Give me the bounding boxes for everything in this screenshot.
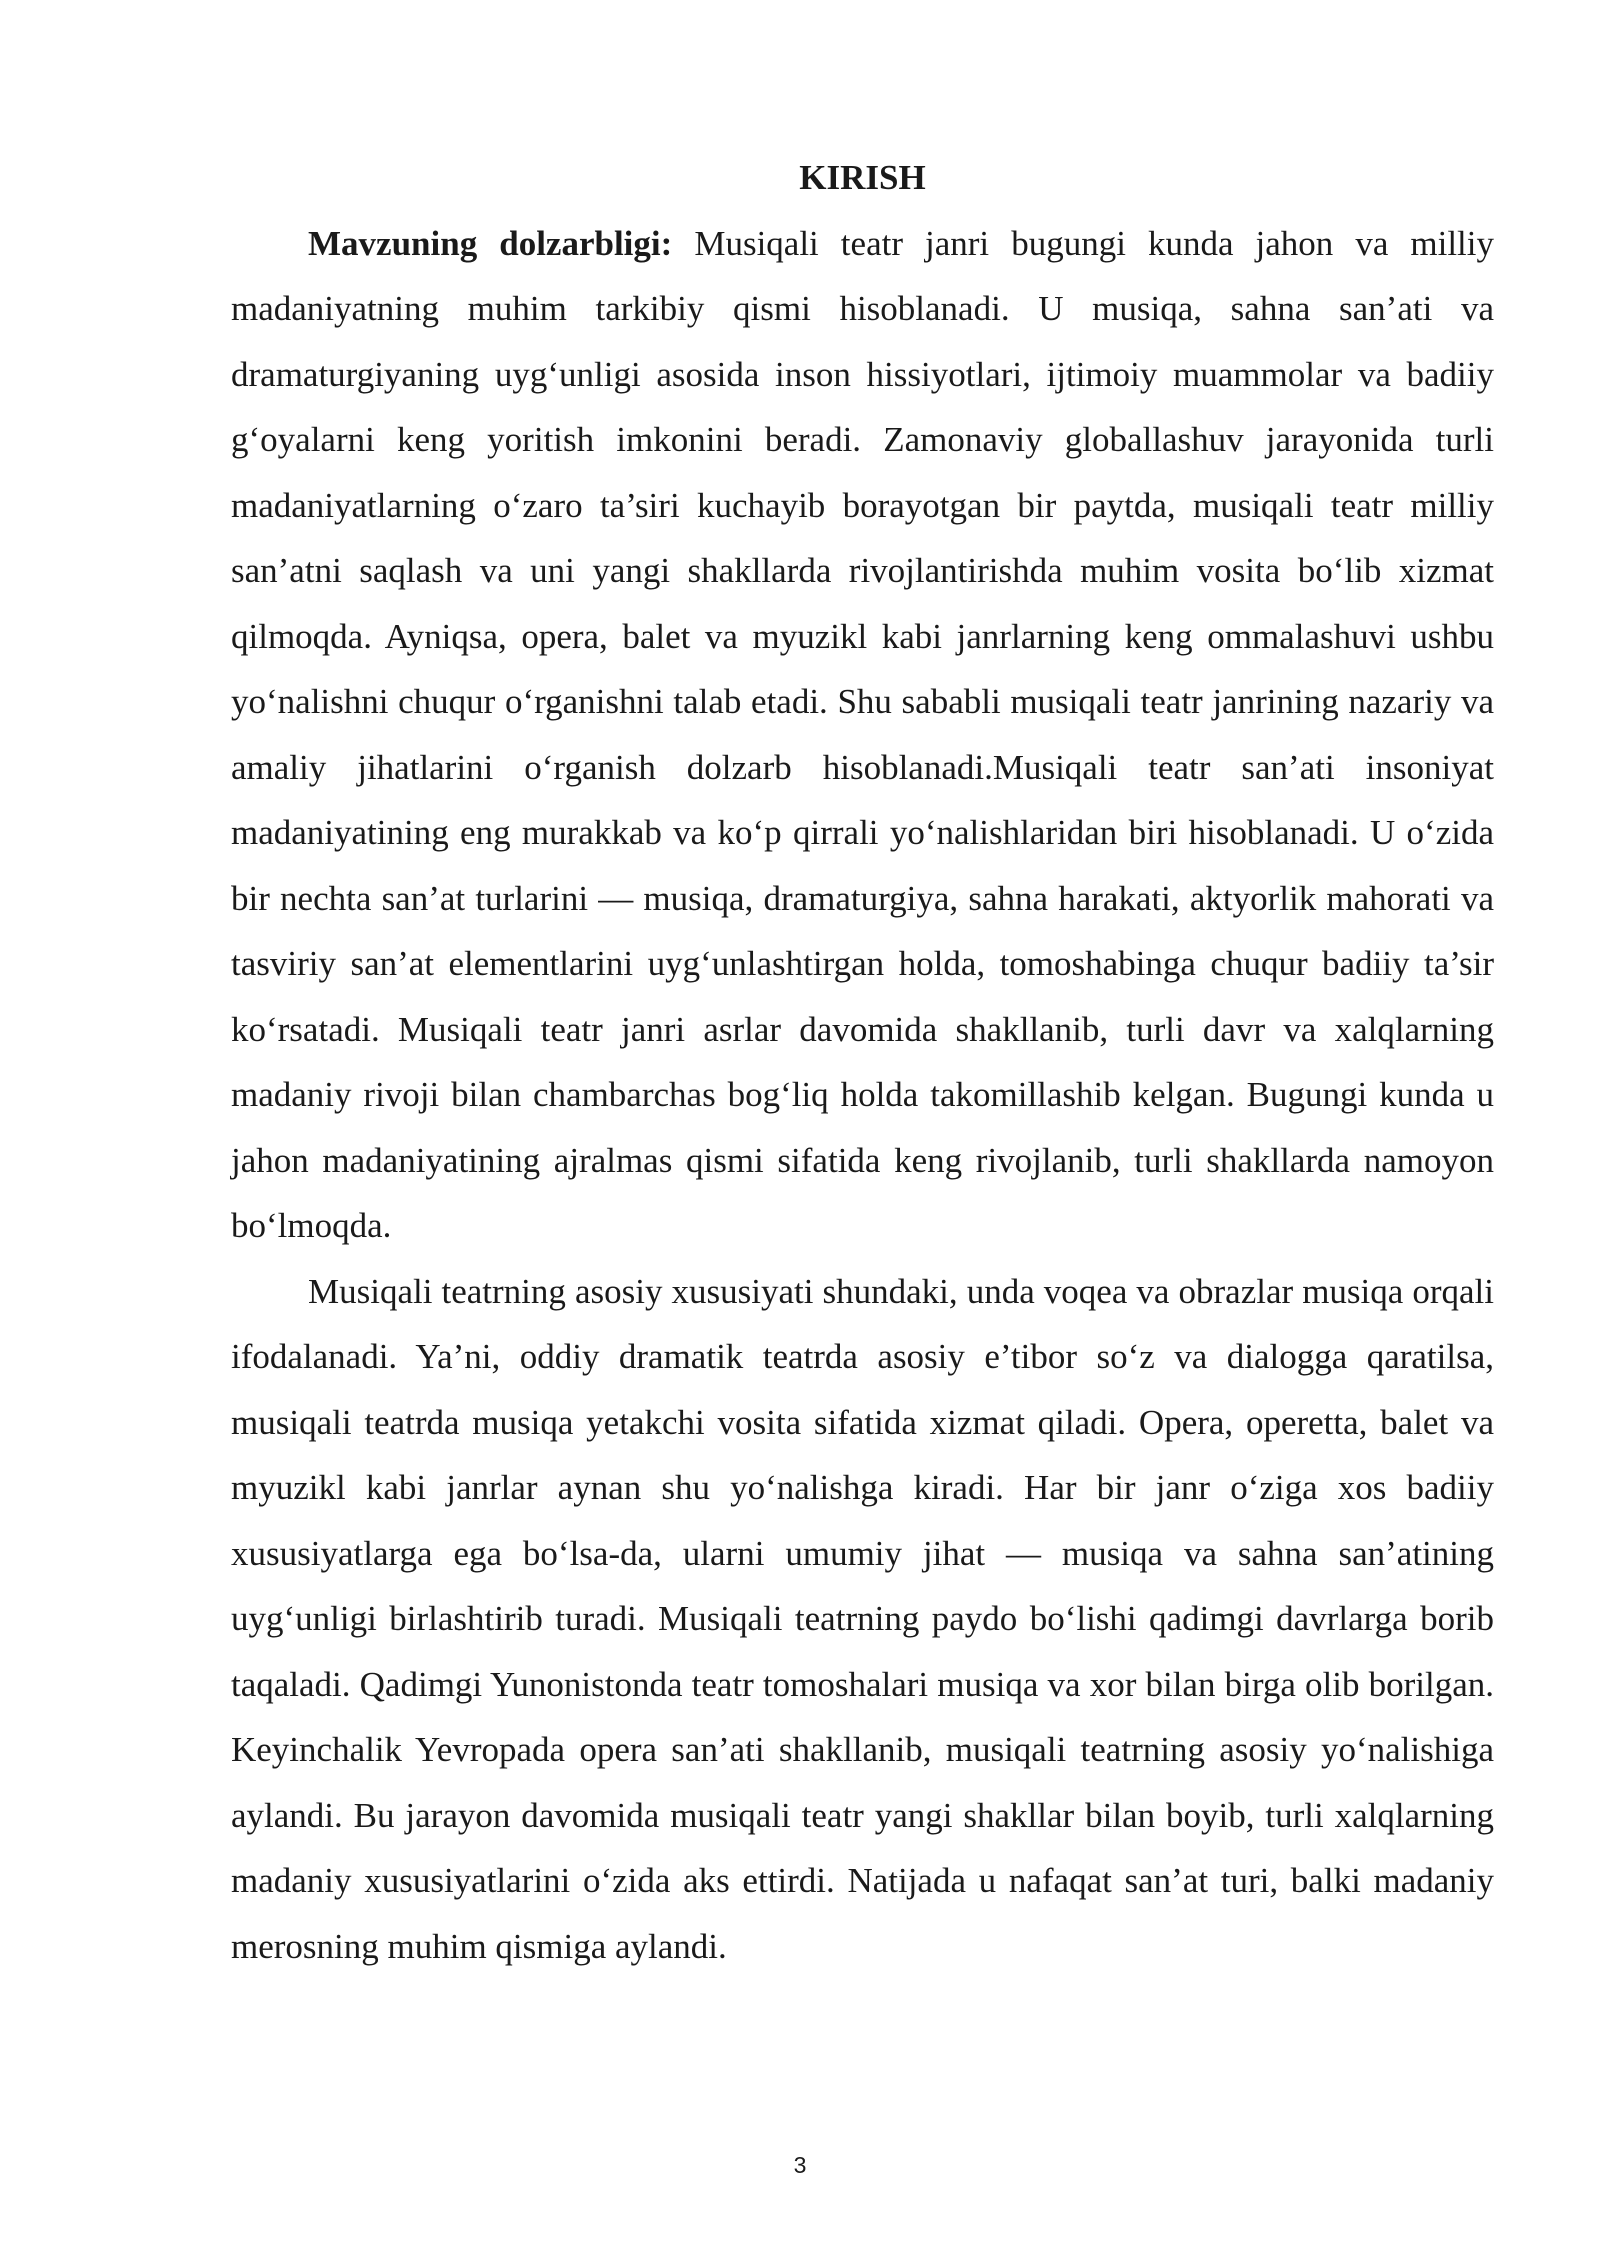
- paragraph-relevance: [231, 211, 1494, 1259]
- paragraph-text: Musiqali teatrning asosiy xususiyati shundaki, unda voqea va obrazlar musiqa orqali ifodalanadi. Ya’ni, oddiy dramatik teatrda asosiy e’tibor so‘z va dialogga qaratilsa, musiqali teatrda musiqa yetakchi vosita sifatida xizmat qiladi. Opera, operetta, balet va myuzikl kabi janrlar aynan shu yo‘nalishga kiradi. Har bir janr o‘ziga xos badiiy xususiyatlarga ega bo‘lsa-da, ularni umumiy jihat — musiqa va sahna san’atining uyg‘unligi birlashtirib turadi. Musiqali teatrning paydo bo‘lishi qadimgi davrlarga borib taqaladi. Qadimgi Yunonistonda teatr tomoshalari musiqa va xor bilan birga olib borilgan. Keyinchalik Yevropada opera san’ati shakllanib, musiqali teatrning asosiy yo‘nalishiga aylandi. Bu jarayon davomida musiqali teatr yangi shakllar bilan boyib, turli xalqlarning madaniy xususiyatlarini o‘zida aks ettirdi. Natijada u nafaqat san’at turi, balki madaniy merosning muhim qismiga aylandi.: [231, 1271, 1494, 1966]
- page-body: [231, 145, 1494, 1979]
- page-number: 3: [793, 2152, 807, 2178]
- section-heading: KIRISH: [799, 158, 926, 197]
- paragraph-features: [231, 1259, 1494, 1980]
- paragraph-lead: Mavzuning dolzarbligi:: [308, 223, 673, 263]
- paragraph-text: Musiqali teatr janri bugungi kunda jahon va milliy madaniyatning muhim tarkibiy qismi hisoblanadi. U musiqa, sahna san’ati va dramaturgiyaning uyg‘unligi asosida inson hissiyotlari, ijtimoiy muammolar va badiiy g‘oyalarni keng yoritish imkonini beradi. Zamonaviy globallashuv jarayonida turli madaniyatlarning o‘zaro ta’siri kuchayib borayotgan bir paytda, musiqali teatr milliy san’atni saqlash va uni yangi shakllarda rivojlantirishda muhim vosita bo‘lib xizmat qilmoqda. Ayniqsa, opera, balet va myuzikl kabi janrlarning keng ommalashuvi ushbu yo‘nalishni chuqur o‘rganishni talab etadi. Shu sababli musiqali teatr janrining nazariy va amaliy jihatlarini o‘rganish dolzarb hisoblanadi.Musiqali teatr san’ati insoniyat madaniyatining eng murakkab va ko‘p qirrali yo‘nalishlaridan biri hisoblanadi. U o‘zida bir nechta san’at turlarini — musiqa, dramaturgiya, sahna harakati, aktyorlik mahorati va tasviriy san’at elementlarini uyg‘unlashtirgan holda, tomoshabinga chuqur badiiy ta’sir ko‘rsatadi. Musiqali teatr janri asrlar davomida shakllanib, turli davr va xalqlarning madaniy rivoji bilan chambarchas bog‘liq holda takomillashib kelgan. Bugungi kunda u jahon madaniyatining ajralmas qismi sifatida keng rivojlanib, turli shakllarda namoyon bo‘lmoqda.: [231, 223, 1495, 1245]
